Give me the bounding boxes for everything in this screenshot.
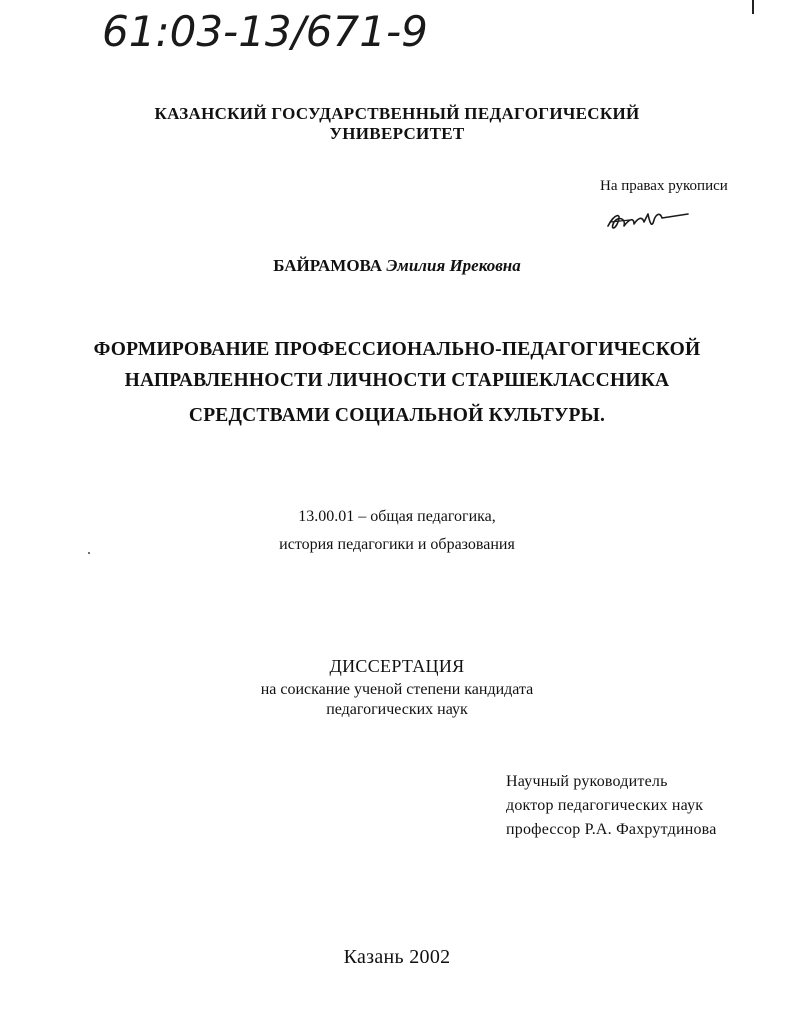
dissertation-degree-line1: на соискание ученой степени кандидата — [260, 681, 534, 698]
title-line3: СРЕДСТВАМИ СОЦИАЛЬНОЙ КУЛЬТУРЫ. — [188, 405, 606, 426]
catalog-number-text: 61:03-13/671-9 — [102, 7, 428, 56]
supervisor-name: профессор Р.А. Фахрутдинова — [506, 821, 717, 838]
specialty-line2: история педагогики и образования — [279, 536, 515, 553]
author-given-names: Эмилия Ирековна — [386, 256, 521, 275]
scan-edge-mark — [752, 0, 754, 14]
scan-speck — [88, 552, 90, 554]
author-signature — [600, 200, 700, 240]
title-line2: НАПРАВЛЕННОСТИ ЛИЧНОСТИ СТАРШЕКЛАССНИКА — [124, 370, 670, 391]
specialty-line1: 13.00.01 – общая педагогика, — [298, 508, 496, 525]
university-name-line1: КАЗАНСКИЙ ГОСУДАРСТВЕННЫЙ ПЕДАГОГИЧЕСКИЙ — [154, 104, 640, 123]
title-line1: ФОРМИРОВАНИЕ ПРОФЕССИОНАЛЬНО-ПЕДАГОГИЧЕСКОЙ — [93, 339, 701, 360]
city-and-year: Казань 2002 — [343, 946, 451, 968]
dissertation-degree-line2: педагогических наук — [326, 701, 468, 718]
handwritten-catalog-number — [100, 0, 500, 60]
supervisor-role: Научный руководитель — [506, 773, 668, 790]
author-name — [0, 256, 794, 276]
dissertation-label: ДИССЕРТАЦИЯ — [329, 656, 465, 676]
manuscript-rights-note: На правах рукописи — [600, 178, 728, 194]
supervisor-degree: доктор педагогических наук — [506, 797, 704, 814]
author-surname: БАЙРАМОВА — [273, 256, 383, 275]
university-name-line2: УНИВЕРСИТЕТ — [329, 124, 465, 143]
